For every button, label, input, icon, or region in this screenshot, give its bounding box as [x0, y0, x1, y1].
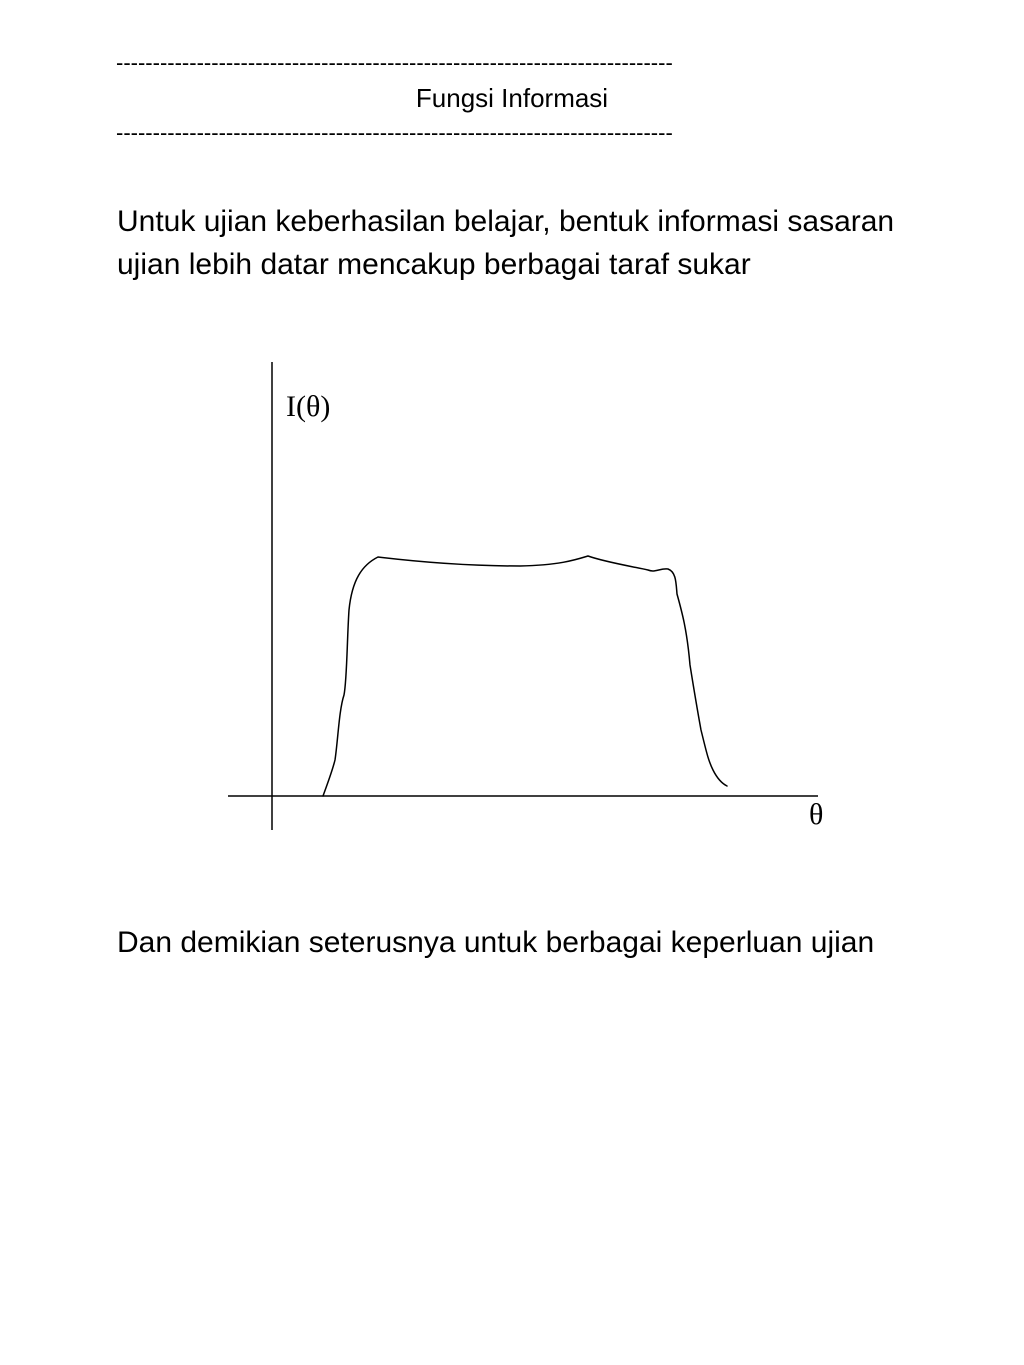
information-curve	[323, 556, 727, 796]
header-rule-bottom: ----------------------------------------------------------------------------	[116, 120, 673, 145]
x-axis-label: θ	[809, 798, 824, 831]
y-axis-label: I(θ)	[286, 390, 331, 423]
body-paragraph-2: Dan demikian seterusnya untuk berbagai keperluan ujian	[117, 926, 875, 959]
body-paragraph-1: Untuk ujian keberhasilan belajar, bentuk informasi sasaran ujian lebih datar mencakup berbagai taraf sukar	[117, 205, 895, 281]
header-rule-top: ----------------------------------------------------------------------------	[116, 50, 673, 75]
page-title: Fungsi Informasi	[415, 83, 609, 113]
